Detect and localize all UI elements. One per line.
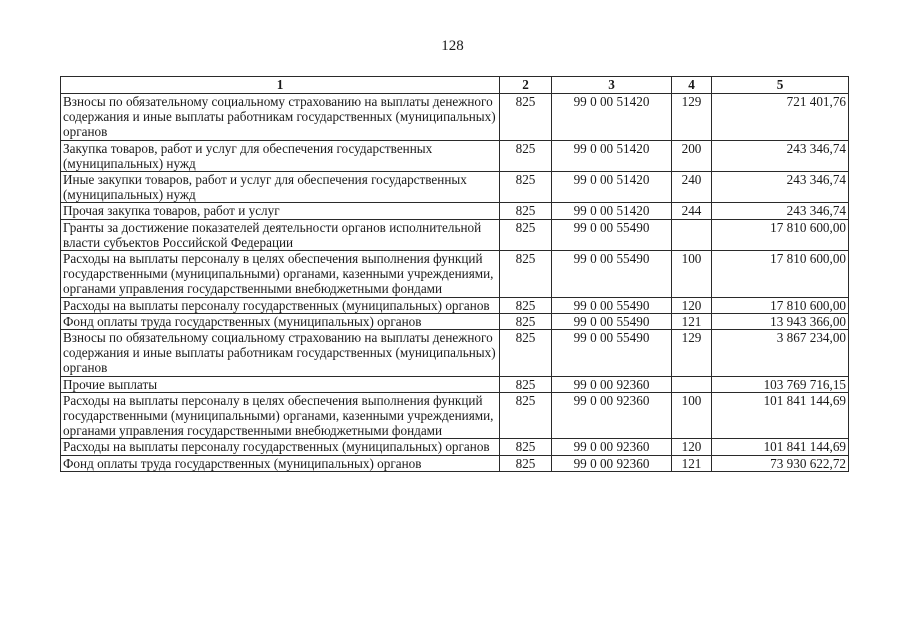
header-col-csr: 3: [552, 77, 672, 94]
row-csr: 99 0 00 55490: [552, 297, 672, 313]
row-csr: 99 0 00 51420: [552, 203, 672, 219]
row-vr: 244: [672, 203, 712, 219]
row-csr: 99 0 00 55490: [552, 330, 672, 377]
table-header: [61, 77, 849, 94]
row-name: Прочие выплаты: [61, 376, 500, 392]
row-sum: 721 401,76: [712, 94, 849, 141]
row-name: Закупка товаров, работ и услуг для обеспечения государственных (муниципальных) нужд: [61, 140, 500, 171]
header-col-ved: 2: [500, 77, 552, 94]
page-number: 128: [441, 38, 464, 54]
row-sum: 3 867 234,00: [712, 330, 849, 377]
table-row: [61, 455, 849, 471]
row-vr: 121: [672, 313, 712, 329]
row-vr: [672, 376, 712, 392]
row-ved: 825: [500, 313, 552, 329]
row-name: Взносы по обязательному социальному страхованию на выплаты денежного содержания и иные выплаты работникам государственных (муниципальных) органов: [61, 330, 500, 377]
row-name: Расходы на выплаты персоналу в целях обеспечения выполнения функций государственными (муниципальными) органами, казенными учреждениями, органами управления государственными внебюджетными фондами: [61, 392, 500, 439]
row-name: Фонд оплаты труда государственных (муниципальных) органов: [61, 313, 500, 329]
table-row: [61, 392, 849, 439]
header-col-sum: 5: [712, 77, 849, 94]
row-sum: 103 769 716,15: [712, 376, 849, 392]
row-ved: 825: [500, 392, 552, 439]
row-csr: 99 0 00 51420: [552, 172, 672, 203]
table-row: [61, 140, 849, 171]
table-body: [61, 94, 849, 472]
row-vr: 100: [672, 392, 712, 439]
row-ved: 825: [500, 203, 552, 219]
row-sum: 243 346,74: [712, 203, 849, 219]
table-row: [61, 297, 849, 313]
row-name: Расходы на выплаты персоналу в целях обеспечения выполнения функций государственными (муниципальными) органами, казенными учреждениями, органами управления государственными внебюджетными фондами: [61, 251, 500, 298]
row-csr: 99 0 00 51420: [552, 94, 672, 141]
header-col-vr: 4: [672, 77, 712, 94]
row-name: Гранты за достижение показателей деятельности органов исполнительной власти субъектов Российской Федерации: [61, 219, 500, 250]
table-row: [61, 330, 849, 377]
budget-table: [60, 76, 849, 472]
header-col-name: 1: [61, 77, 500, 94]
row-vr: 240: [672, 172, 712, 203]
row-csr: 99 0 00 92360: [552, 439, 672, 455]
row-ved: 825: [500, 94, 552, 141]
row-name: Взносы по обязательному социальному страхованию на выплаты денежного содержания и иные выплаты работникам государственных (муниципальных) органов: [61, 94, 500, 141]
row-csr: 99 0 00 55490: [552, 219, 672, 250]
row-ved: 825: [500, 251, 552, 298]
row-csr: 99 0 00 51420: [552, 140, 672, 171]
row-csr: 99 0 00 92360: [552, 455, 672, 471]
row-csr: 99 0 00 55490: [552, 313, 672, 329]
row-sum: 17 810 600,00: [712, 297, 849, 313]
row-vr: 129: [672, 94, 712, 141]
row-ved: 825: [500, 140, 552, 171]
row-ved: 825: [500, 439, 552, 455]
table-row: [61, 376, 849, 392]
row-vr: 100: [672, 251, 712, 298]
header-row: [61, 77, 849, 94]
row-sum: 243 346,74: [712, 140, 849, 171]
row-sum: 13 943 366,00: [712, 313, 849, 329]
table-row: [61, 251, 849, 298]
table-row: [61, 219, 849, 250]
row-sum: 243 346,74: [712, 172, 849, 203]
table-row: [61, 94, 849, 141]
row-ved: 825: [500, 172, 552, 203]
row-ved: 825: [500, 376, 552, 392]
row-sum: 17 810 600,00: [712, 251, 849, 298]
row-vr: 120: [672, 297, 712, 313]
row-sum: 17 810 600,00: [712, 219, 849, 250]
row-sum: 101 841 144,69: [712, 439, 849, 455]
table-row: [61, 203, 849, 219]
row-vr: [672, 219, 712, 250]
table-row: [61, 439, 849, 455]
row-ved: 825: [500, 455, 552, 471]
row-name: Расходы на выплаты персоналу государственных (муниципальных) органов: [61, 297, 500, 313]
row-csr: 99 0 00 92360: [552, 392, 672, 439]
row-ved: 825: [500, 297, 552, 313]
row-ved: 825: [500, 219, 552, 250]
row-sum: 73 930 622,72: [712, 455, 849, 471]
row-vr: 121: [672, 455, 712, 471]
row-sum: 101 841 144,69: [712, 392, 849, 439]
row-ved: 825: [500, 330, 552, 377]
row-name: Иные закупки товаров, работ и услуг для обеспечения государственных (муниципальных) нужд: [61, 172, 500, 203]
row-name: Прочая закупка товаров, работ и услуг: [61, 203, 500, 219]
row-csr: 99 0 00 55490: [552, 251, 672, 298]
row-name: Фонд оплаты труда государственных (муниципальных) органов: [61, 455, 500, 471]
row-name: Расходы на выплаты персоналу государственных (муниципальных) органов: [61, 439, 500, 455]
table-row: [61, 313, 849, 329]
row-vr: 200: [672, 140, 712, 171]
table-row: [61, 172, 849, 203]
row-vr: 129: [672, 330, 712, 377]
row-csr: 99 0 00 92360: [552, 376, 672, 392]
row-vr: 120: [672, 439, 712, 455]
